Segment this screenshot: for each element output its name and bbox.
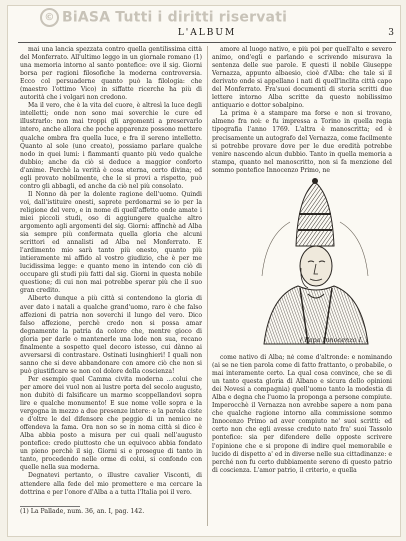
right-column-bottom xyxy=(212,354,392,524)
watermark-text: BiASA Tutti i diritti riservati xyxy=(62,9,288,26)
paragraph: Il Nonno dà per la dolente ragione dell'uomo. Quindi voi, dall'istituire onesti, saprete perdonarmi se io per la religione del vero, e in nome di quell'affetto onde amate i miei piccoli studi, oso di aggiungere qualche altro argomento agli argomenti del sig. Giorni: affinchè ad Alba sia sempre più confermata quella gloria che alcuni scrittori ed annalisti ad Alba nel Monferrato. E l'ardimento mio sarà tanto più onesto, quanto più intieramente mi affido al vostro giudizio, che è per me lucidissima legge: e quanto meno in intendo con ciò di occupare gli studi più fatti dal sig. Giorni in questa nobile questione; di cui non mai potrebbe sperar più che il suo gran credito. xyxy=(20,190,202,295)
column-divider xyxy=(207,46,208,526)
left-column xyxy=(20,46,202,504)
paragraph: come nativo di Alba; né come d'altronde: e nominando (ai se ne tien parola come di fatto frattanto, o probabile, o mai interamente certo. La qual cosa convince, che se di un tanto questa gloria di Albano e sicura dello opinioni dei Novesi a compagnia) quell'uomo tanto la modestia di Alba e degna che l'uomo la proponga a persone compiute. Imperocchè il Vernazza non avrebbe sapere a nom pana che qualche ragione intorno alla commissione sommo Innocenzo Primo ad aver compiuto ne' suoi scritti: ed certo non che egli avesse creduto nato fra' suoi Tassolo pontefice: sia per difendere delle opposte scrivere l'opinione che e si propone di indire quel memorabile e lucido di dispetto a' ed in diverse nelle sua cittadinanze: e perché non fu certo dubbiamente sereno di questo patrio di coscienza. L'amor patrio, il criterio, e quella xyxy=(212,354,392,474)
journal-title: L'ALBUM xyxy=(177,28,237,38)
paragraph: Alberto dunque a più città si contendono la gloria di aver dato i natali a qualche grand'uomo, raro è che falso affezioni di patria non soverchi il lungo del vero. Dico falso affezione, perchè credo non si possa amar degnamente la patria da coloro che, mentre gioco di gloria per darle o mantenerle una lode non sua, recano finalmente a sospetto quel decoro istesso, cui dànno ai avversarsi di contrastare. Ostinati lusinghieri! I quali non sanno che si deve abbandonare con amore ciò che non si può giustificare se non col dolore della coscienza! xyxy=(20,295,202,375)
pope-portrait-engraving xyxy=(256,176,374,346)
header-rule xyxy=(18,42,396,43)
paragraph: mai una lancia spezzata contro quella gentilissima città del Monferrato. All'ultimo leggo in un giornale romano (1) una memoria intorno al santo pontefice: ove il sig. Giorni borsa per ragioni filosofiche la moderna controversia. Ecco col persuaderne quanto può la filologia: che (maestro l'ottimo Vico) in siffatte ricerche ha più di autorità che i volgari non credono. xyxy=(20,46,202,102)
paragraph: Per esempio quel Camma civita moderna ...colui che per amore dei vuol non ai lustre porta del secolo augusto, non dubitò di falsificare un marmo scoppellandovi sopra lire e qualche monumento! E sue nome volle sopra e la vergogna in mezzo a due presenze intere: e la parola ciste e d'oltre le del difensore che peggio di un nemico ne offendeva la fama. Ora non so se in noma città si dico è Alba abbia posto a misura per cui quali nell'augusto pontefice: credo piuttosto che un equivoco abbia fondato un pieno perchè il sig. Giorni si e prosegue di tanto in tanto, procedendo nelle orme di colui, si confondo con quelle nella sua moderna. xyxy=(20,375,202,472)
watermark xyxy=(40,8,287,27)
figure-caption: ( Papa Innocenzo I. ) xyxy=(300,336,368,344)
paragraph: Ma il vero, che è la vita del cuore, è altresì la luce degli intelletti; onde non sono mai soverchie le cure ed illustrarlo: non mai troppi gli argomenti a preservarlo intero, anche allora che poche apparenze possono mettere qualche ombra fra quella luce, e fra il sereno intelletto. Quanto al sole (uno creato), possiamo parlare qualche nodo in quei lumi: i fiammanti quanto più vedo qualche dubbio; anche da ciò si deduce a maggior conforto d'anime. Perchè la verità è cosa eterna, certo divina; ed egli provato nobilmente, che le si provi a rispetto, può contro gli abbagli, ed anche da ciò nel più consolato. xyxy=(20,102,202,190)
right-column-top xyxy=(212,46,392,176)
paragraph: Degnatevi pertanto, o illustre cavalier Visconti, di attendere alla fede del mio promettere e ma cercare la dottrina e per l'onore d'Alba a a tutta l'Italia poi il vero. xyxy=(20,472,202,496)
paragraph: La prima è a stampare ma forse e non si trovano, almeno fra noi: e fu impressa a Torino in quella regia tipografia l'anno 1769. L'altra è manoscritta; ed è precisamente un autografo del Vernazza, come facilmente si potrebbe provare dove per le due eredità potrebbe venire nascendo alcun dubbio. Tanto in quella memoria a stampa, quanto nel manoscritto, non si fa menzione del sommo pontefice Innocenzo Primo, ne xyxy=(212,110,392,174)
footnote-rule xyxy=(20,506,80,507)
page-header xyxy=(18,28,396,42)
paragraph: amore al luogo nativo, e più poi per quell'alto e severo animo, ond'egli e parlando e scrivendo misurava la sentenza delle sue parole. E questi il nobile Giuseppe Vernazza, appunto albaesio, cioè d'Alba: che tale si il derivato onde si appellano i nati di quell'inclita città capo del Monferrato. Fra'suoi documenti di storia scritti due lettere intorno Alba scritte da questo nobilissimo antiquario e dottor sobalpino. xyxy=(212,46,392,110)
footnote: (1) La Pallade, num. 36, an. I, pag. 142. xyxy=(20,508,145,515)
copyright-icon: © xyxy=(40,8,59,27)
page-number: 3 xyxy=(388,28,396,38)
